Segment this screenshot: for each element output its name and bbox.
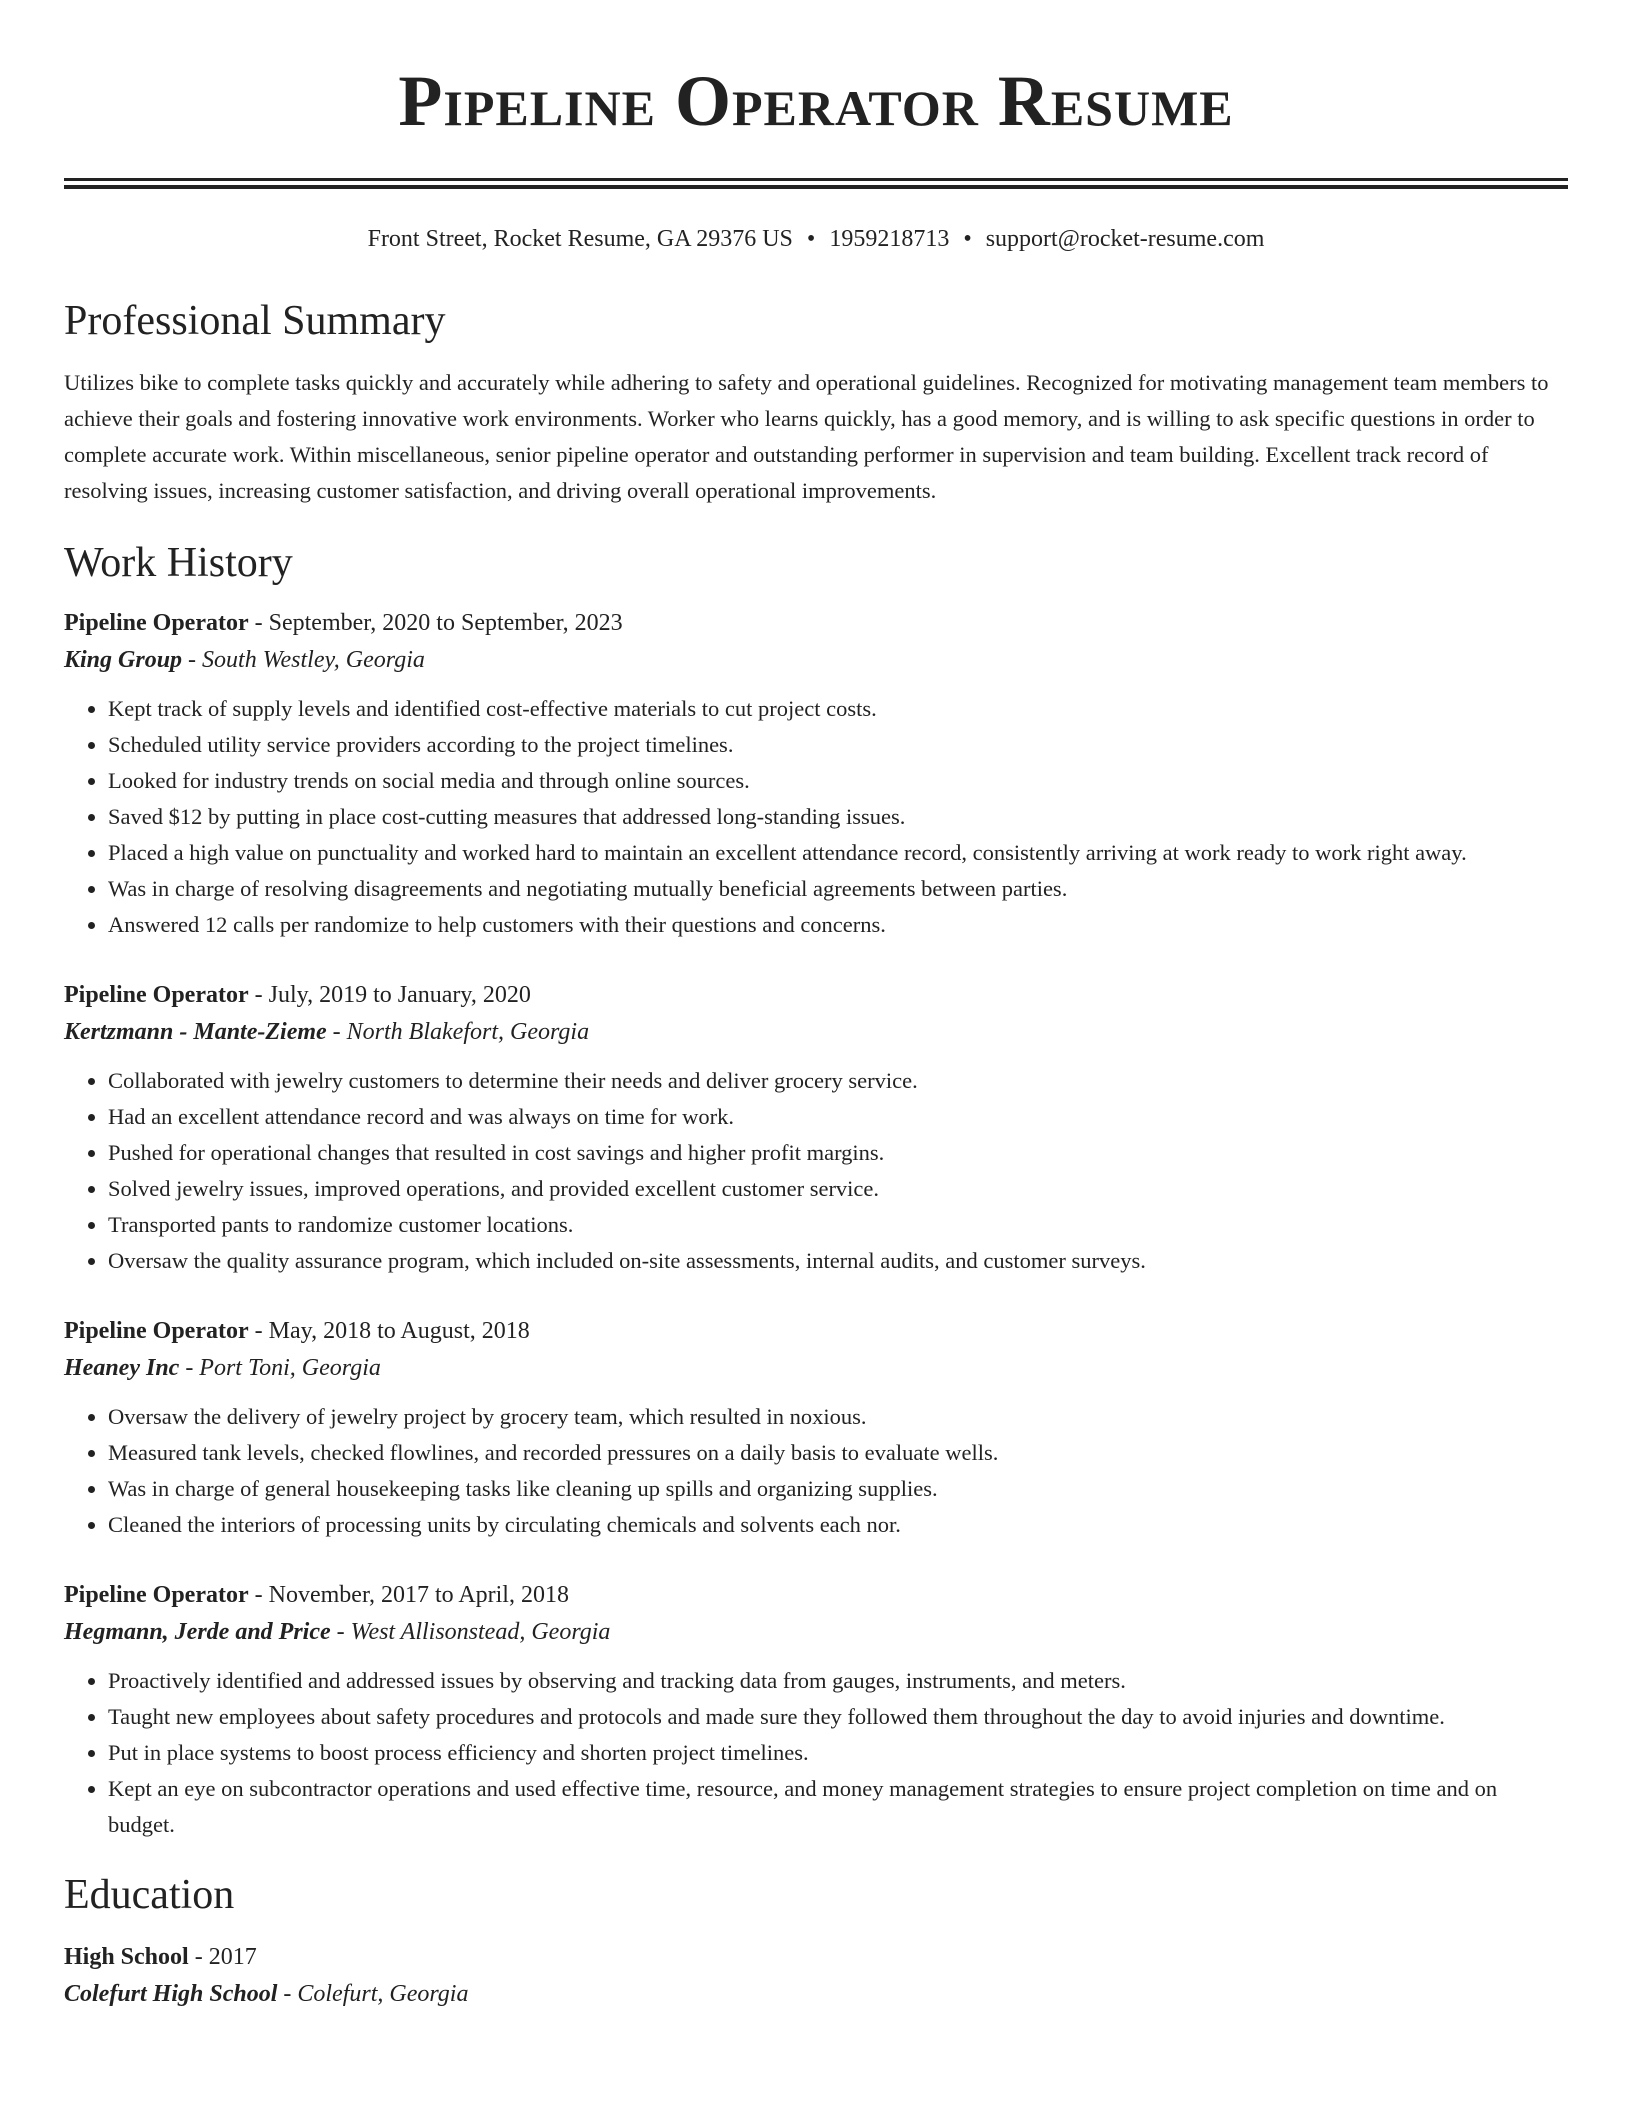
education-entry	[64, 1939, 1568, 2013]
company-name: King Group	[64, 647, 183, 673]
job-bullet: • Collaborated with jewelry customers to determine their needs and deliver grocery service.	[108, 1063, 1568, 1099]
education-degree: High School	[64, 1944, 189, 1970]
company-location: - North Blakefort, Georgia	[326, 1019, 590, 1045]
contact-line	[64, 223, 1568, 255]
job-bullet: • Oversaw the delivery of jewelry project by grocery team, which resulted in noxious.	[108, 1399, 1568, 1435]
job-bullets	[64, 691, 1568, 943]
job-entry	[64, 977, 1568, 1279]
contact-separator: •	[806, 226, 816, 252]
job-title-line	[64, 1313, 1568, 1349]
job-bullet: • Answered 12 calls per randomize to help customers with their questions and concerns.	[108, 907, 1568, 943]
contact-separator: •	[963, 226, 972, 252]
education-heading: Education	[64, 1872, 235, 1918]
job-company-line	[64, 1349, 1568, 1387]
job-dates: - September, 2020 to September, 2023	[248, 610, 623, 636]
contact-phone: 1959218713	[829, 226, 950, 252]
company-location: - South Westley, Georgia	[182, 647, 425, 673]
job-company-line	[64, 1013, 1568, 1051]
school-location: - Colefurt, Georgia	[277, 1981, 469, 2007]
job-bullet: • Placed a high value on punctuality and worked hard to maintain an excellent attendance record, consistently arriving at work ready to work right away.	[108, 835, 1568, 871]
job-title: Pipeline Operator	[64, 1582, 249, 1608]
job-bullet: • Scheduled utility service providers according to the project timelines.	[108, 727, 1568, 763]
job-dates: - May, 2018 to August, 2018	[248, 1318, 530, 1344]
job-company-line	[64, 1613, 1568, 1651]
job-title-line	[64, 977, 1568, 1013]
title-divider	[64, 178, 1568, 189]
education-degree-line	[64, 1939, 1568, 1975]
job-bullet: • Cleaned the interiors of processing units by circulating chemicals and solvents each nor.	[108, 1507, 1568, 1543]
resume-title: Pipeline Operator Resume	[398, 61, 1234, 141]
job-entry	[64, 1313, 1568, 1543]
job-bullet: • Had an excellent attendance record and was always on time for work.	[108, 1099, 1568, 1135]
contact-address: Front Street, Rocket Resume, GA 29376 US	[367, 226, 793, 252]
company-name: Hegmann, Jerde and Price	[64, 1619, 331, 1645]
job-company-line	[64, 641, 1568, 679]
work-history-heading: Work History	[64, 540, 293, 586]
job-bullet: • Measured tank levels, checked flowlines, and recorded pressures on a daily basis to evaluate wells.	[108, 1435, 1568, 1471]
school-name: Colefurt High School	[64, 1981, 278, 2007]
job-bullet: • Proactively identified and addressed issues by observing and tracking data from gauges, instruments, and meters.	[108, 1663, 1568, 1699]
job-bullet: • Was in charge of resolving disagreements and negotiating mutually beneficial agreements between parties.	[108, 871, 1568, 907]
company-location: - West Allisonstead, Georgia	[330, 1619, 611, 1645]
job-title-line	[64, 605, 1568, 641]
company-location: - Port Toni, Georgia	[179, 1355, 381, 1381]
contact-email: support@rocket-resume.com	[985, 226, 1265, 252]
company-name: Heaney Inc	[64, 1355, 180, 1381]
job-bullet: • Put in place systems to boost process efficiency and shorten project timelines.	[108, 1735, 1568, 1771]
job-title: Pipeline Operator	[64, 982, 249, 1008]
job-bullet: • Looked for industry trends on social media and through online sources.	[108, 763, 1568, 799]
job-bullet: • Taught new employees about safety procedures and protocols and made sure they followed them throughout the day to avoid injuries and downtime.	[108, 1699, 1568, 1735]
education-school-line	[64, 1975, 1568, 2013]
job-bullets	[64, 1399, 1568, 1543]
job-entry	[64, 1577, 1568, 1843]
job-dates: - November, 2017 to April, 2018	[248, 1582, 569, 1608]
job-bullets	[64, 1063, 1568, 1279]
summary-text: Utilizes bike to complete tasks quickly and accurately while adhering to safety and operational guidelines. Recognized for motivating management team members to achieve their goals and fostering innovative work environments. Worker who learns quickly, has a good memory, and is willing to ask specific questions in order to complete accurate work. Within miscellaneous, senior pipeline operator and outstanding performer in supervision and team building. Excellent track record of resolving issues, increasing customer satisfaction, and driving overall operational improvements.	[64, 370, 1549, 503]
job-bullet: • Was in charge of general housekeeping tasks like cleaning up spills and organizing supplies.	[108, 1471, 1568, 1507]
job-entry	[64, 605, 1568, 943]
job-bullet: • Pushed for operational changes that resulted in cost savings and higher profit margins.	[108, 1135, 1568, 1171]
job-bullet: • Solved jewelry issues, improved operations, and provided excellent customer service.	[108, 1171, 1568, 1207]
job-title: Pipeline Operator	[64, 610, 249, 636]
job-bullet: • Kept an eye on subcontractor operations and used effective time, resource, and money management strategies to ensure project completion on time and on budget.	[108, 1771, 1568, 1843]
job-bullet: • Transported pants to randomize customer locations.	[108, 1207, 1568, 1243]
job-dates: - July, 2019 to January, 2020	[248, 982, 531, 1008]
job-title: Pipeline Operator	[64, 1318, 249, 1344]
job-bullet: • Saved $12 by putting in place cost-cutting measures that addressed long-standing issues.	[108, 799, 1568, 835]
education-year: - 2017	[188, 1944, 257, 1970]
job-bullets	[64, 1663, 1568, 1843]
job-title-line	[64, 1577, 1568, 1613]
job-bullet: • Oversaw the quality assurance program, which included on-site assessments, internal audits, and customer surveys.	[108, 1243, 1568, 1279]
job-bullet: • Kept track of supply levels and identified cost-effective materials to cut project costs.	[108, 691, 1568, 727]
summary-heading: Professional Summary	[64, 298, 446, 344]
company-name: Kertzmann - Mante-Zieme	[64, 1019, 327, 1045]
